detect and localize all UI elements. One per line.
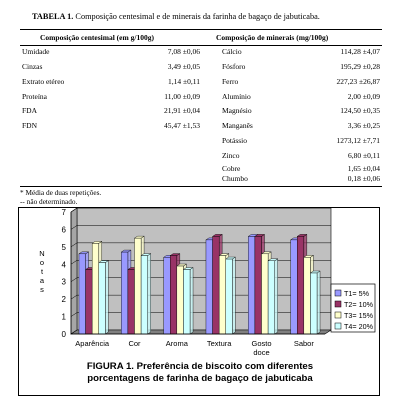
- bar: [177, 266, 184, 334]
- footnote: -- não determinado.: [20, 197, 78, 206]
- row-name: Zinco: [222, 151, 240, 160]
- bar-side: [232, 257, 235, 334]
- bar: [226, 259, 233, 334]
- row-value: 0,18 ±0,06: [347, 174, 380, 183]
- footnote: * Média de duas repetições.: [20, 188, 102, 197]
- table-row: [22, 77, 200, 89]
- x-tick-label: Aparência: [75, 339, 110, 348]
- bar: [170, 256, 177, 334]
- bar: [141, 256, 148, 334]
- y-axis-label-letter: t: [40, 267, 44, 276]
- row-name: Potássio: [222, 136, 248, 145]
- x-tick-label: Textura: [206, 339, 232, 348]
- legend-swatch: [335, 323, 341, 329]
- bar: [128, 270, 135, 334]
- figure-caption-line-2: porcentagens de farinha de bagaço de jabuticaba: [87, 373, 313, 384]
- table-row: [22, 106, 200, 118]
- row-name: Chumbo: [222, 174, 248, 183]
- row-name: Umidade: [22, 47, 50, 56]
- bar: [255, 236, 262, 334]
- y-axis-label-letter: a: [39, 276, 45, 285]
- right-column-header: Composição de minerais (mg/100g): [216, 33, 329, 42]
- bar: [183, 270, 190, 334]
- table-row: [22, 62, 200, 74]
- row-value: 1273,12 ±7,71: [336, 136, 380, 145]
- bar: [219, 256, 226, 334]
- row-value: 195,29 ±0,28: [340, 62, 380, 71]
- bar: [206, 240, 213, 334]
- bar: [297, 236, 304, 334]
- bar-side: [148, 254, 151, 334]
- row-value: 6,80 ±0,11: [348, 151, 380, 160]
- bar-side: [105, 261, 108, 334]
- row-value: 1,65 ±0,04: [347, 164, 380, 173]
- bar: [291, 240, 298, 334]
- table-row: [222, 62, 380, 74]
- row-name: Cálcio: [222, 47, 242, 56]
- bar: [99, 263, 106, 334]
- y-axis-label-letter: N: [39, 249, 45, 258]
- table-row: [22, 47, 200, 59]
- table-row: [22, 92, 200, 104]
- y-tick-label: 0: [61, 330, 66, 339]
- bar: [304, 257, 311, 334]
- row-value: 11,00 ±0,09: [164, 92, 200, 101]
- bar: [164, 257, 171, 334]
- row-value: 21,91 ±0,04: [164, 106, 200, 115]
- row-name: Manganês: [222, 121, 253, 130]
- legend-label: T4= 20%: [344, 322, 373, 331]
- left-column-header: Composição centesimal (em g/100g): [40, 33, 154, 42]
- y-tick-label: 3: [61, 277, 66, 287]
- bar: [121, 252, 128, 334]
- bar: [310, 273, 317, 334]
- row-name: FDA: [22, 106, 38, 115]
- table-header-rule: [20, 45, 382, 46]
- bar: [262, 254, 269, 334]
- y-tick-label: 7: [61, 208, 66, 217]
- table-bottom-rule: [20, 186, 382, 187]
- x-tick-label: doce: [253, 348, 270, 357]
- row-value: 3,49 ±0,05: [167, 62, 200, 71]
- legend-label: T3= 15%: [344, 311, 373, 320]
- bar: [135, 238, 142, 334]
- y-tick-label: 2: [61, 295, 66, 305]
- row-value: 124,50 ±0,35: [340, 106, 380, 115]
- bar-side: [275, 259, 278, 334]
- legend-label: T1= 5%: [344, 289, 369, 298]
- table-label: TABELA 1.: [32, 12, 74, 21]
- row-name: FDN: [22, 121, 38, 130]
- row-value: 1,14 ±0,11: [168, 77, 200, 86]
- x-tick-label: Gosto: [251, 339, 272, 348]
- table-title: Composição centesimal e de minerais da farinha de bagaço de jabuticaba.: [75, 12, 320, 21]
- table-row: [222, 47, 380, 59]
- table-top-rule: [20, 29, 382, 30]
- legend-label: T2= 10%: [344, 300, 373, 309]
- table-row: [222, 106, 380, 118]
- legend-swatch: [335, 312, 341, 318]
- row-value: 114,28 ±4,07: [340, 47, 380, 56]
- y-tick-label: 4: [61, 260, 66, 270]
- x-tick-label: Sabor: [293, 339, 314, 348]
- x-tick-label: Cor: [128, 339, 141, 348]
- row-name: Alumínio: [222, 92, 251, 101]
- bar: [213, 236, 220, 334]
- row-value: 227,23 ±26,87: [336, 77, 380, 86]
- table-row: [222, 77, 380, 89]
- row-name: Magnésio: [222, 106, 252, 115]
- bar-side: [317, 271, 320, 334]
- table-caption: [32, 12, 320, 21]
- table-row: [222, 151, 380, 163]
- table-row: [222, 174, 380, 186]
- legend-swatch: [335, 290, 341, 296]
- bar: [268, 261, 275, 334]
- bar: [248, 236, 255, 334]
- bar: [92, 243, 99, 334]
- y-axis-label-letter: o: [39, 258, 45, 267]
- bar-side: [190, 268, 193, 334]
- table-row: [222, 92, 380, 104]
- table-row: [222, 136, 380, 148]
- chart-side-wall: [71, 208, 77, 334]
- row-name: Proteína: [22, 92, 47, 101]
- x-tick-label: Aroma: [165, 339, 188, 348]
- bar: [79, 254, 86, 334]
- table-row: [222, 121, 380, 133]
- bar: [86, 270, 93, 334]
- row-value: 45,47 ±1,53: [164, 121, 200, 130]
- table-row: [22, 121, 200, 133]
- y-tick-label: 6: [61, 225, 66, 235]
- row-name: Cinzas: [22, 62, 43, 71]
- row-value: 2,00 ±0,09: [347, 92, 380, 101]
- row-value: 7,08 ±0,06: [167, 47, 200, 56]
- y-tick-label: 1: [61, 312, 66, 322]
- y-tick-label: 5: [61, 242, 66, 252]
- legend-swatch: [335, 301, 341, 307]
- row-name: Ferro: [222, 77, 239, 86]
- y-axis-label-letter: s: [40, 285, 44, 294]
- row-value: 3,36 ±0,25: [347, 121, 380, 130]
- row-name: Extrato etéreo: [22, 77, 65, 86]
- row-name: Cobre: [222, 164, 241, 173]
- figure-caption-line-1: FIGURA 1. Preferência de biscoito com diferentes: [86, 361, 314, 372]
- row-name: Fósforo: [222, 62, 246, 71]
